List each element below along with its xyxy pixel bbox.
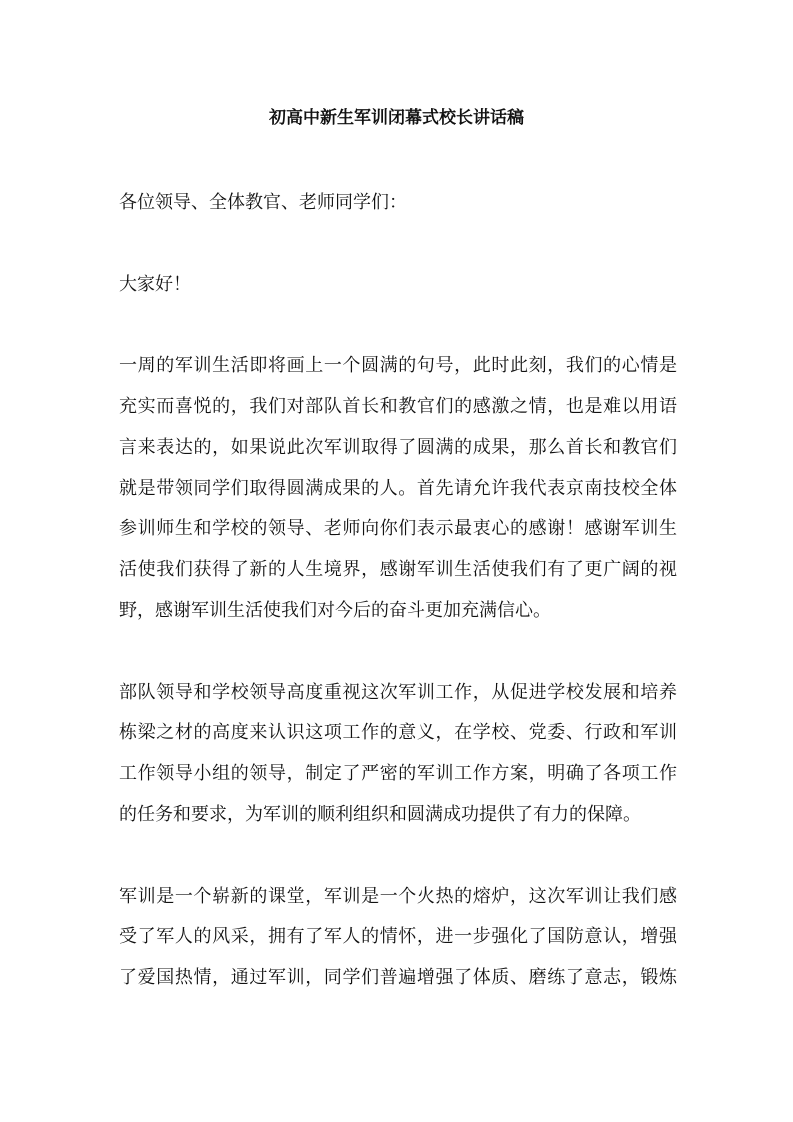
blank-line <box>119 224 677 265</box>
paragraph-line: 受了军人的风采，拥有了军人的情怀，进一步强化了国防意认，增强 <box>119 926 677 948</box>
paragraph-line: 工作领导小组的领导，制定了严密的军训工作方案，明确了各项工作 <box>119 763 677 785</box>
blank-line <box>119 632 677 673</box>
paragraph-line: 言来表达的，如果说此次军训取得了圆满的成果，那么首长和教官们 <box>119 436 677 458</box>
paragraph-line: 军训是一个崭新的课堂，军训是一个火热的熔炉，这次军训让我们感 <box>119 885 677 907</box>
document-title: 初高中新生军训闭幕式校长讲话稿 <box>269 108 524 128</box>
paragraph-line: 一周的军训生活即将画上一个圆满的句号，此时此刻，我们的心情是 <box>119 355 677 377</box>
blank-line <box>119 836 677 877</box>
greeting: 大家好！ <box>119 273 191 295</box>
document-body <box>119 183 677 999</box>
paragraph-line: 部队领导和学校领导高度重视这次军训工作，从促进学校发展和培养 <box>119 681 677 703</box>
paragraph-line: 栋梁之材的高度来认识这项工作的意义，在学校、党委、行政和军训 <box>119 722 677 744</box>
paragraph <box>119 877 677 999</box>
paragraph-line: 野，感谢军训生活使我们对今后的奋斗更加充满信心。 <box>119 599 551 621</box>
blank-line <box>119 305 677 346</box>
paragraph-line: 参训师生和学校的领导、老师向你们表示最衷心的感谢！感谢军训生 <box>119 518 677 540</box>
paragraph-line: 就是带领同学们取得圆满成果的人。首先请允许我代表京南技校全体 <box>119 477 677 499</box>
salutation: 各位领导、全体教官、老师同学们： <box>119 192 407 213</box>
paragraph-line: 活使我们获得了新的人生境界，感谢军训生活使我们有了更广阔的视 <box>119 559 677 581</box>
paragraphs <box>119 346 677 999</box>
paragraph-line: 了爱国热情，通过军训，同学们普遍增强了体质、磨练了意志，锻炼 <box>119 967 677 989</box>
paragraph <box>119 346 677 632</box>
paragraph-line: 充实而喜悦的，我们对部队首长和教官们的感激之情，也是难以用语 <box>119 395 677 417</box>
paragraph <box>119 673 677 836</box>
paragraph-line: 的任务和要求，为军训的顺利组织和圆满成功提供了有力的保障。 <box>119 803 641 825</box>
